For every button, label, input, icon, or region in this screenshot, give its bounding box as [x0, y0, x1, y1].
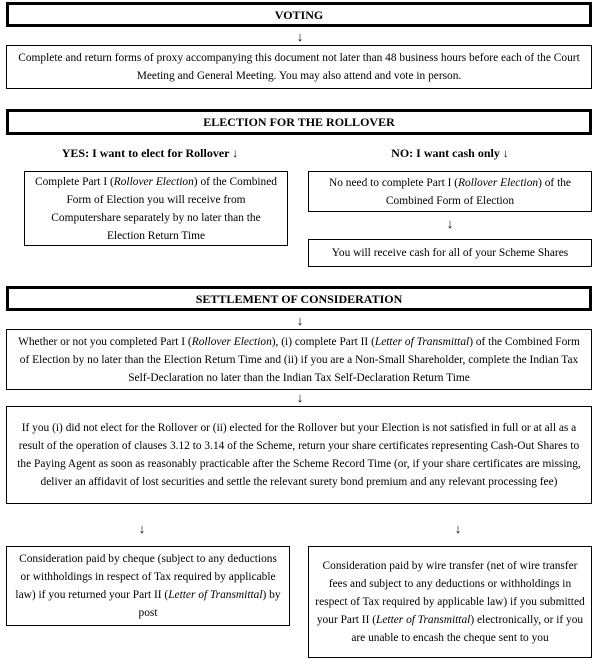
wire-text-1: Consideration paid by wire transfer (net of wire transfer fees and subject to any deductions or withholdings in respect of Tax required by applicable law) if you submitted your Part II ( — [315, 560, 585, 626]
election-title: ELECTION FOR THE ROLLOVER — [203, 115, 395, 129]
cheque-box — [6, 546, 290, 626]
rollover-election-box — [24, 171, 288, 246]
cheque-italic-1: Letter of Transmittal — [168, 589, 263, 601]
no-rollover-box — [308, 171, 592, 212]
down-arrow-icon: ↓ — [296, 313, 304, 328]
no-text-2: ) of the Combined Form of Election — [385, 176, 571, 207]
wire-italic-1: Letter of Transmittal — [376, 614, 471, 626]
wire-text-2: ) electronically, or if you are unable to encash the cheque sent to you — [351, 614, 584, 644]
yes-text-1: Complete Part I ( — [34, 175, 114, 188]
no-italic-1: Rollover Election — [458, 176, 539, 189]
yes-text-2: ) of the Combined Form of Election you will receive from Computershare separately by no later than the Election Return Time — [51, 175, 277, 242]
down-arrow-icon: ↓ — [138, 521, 146, 536]
transmittal-box — [6, 329, 592, 390]
down-arrow-icon: ↓ — [446, 216, 454, 231]
down-arrow-icon: ↓ — [296, 29, 304, 44]
cash-box — [308, 239, 592, 267]
voting-title: VOTING — [274, 7, 324, 22]
voting-header — [6, 2, 592, 27]
wire-box — [308, 546, 592, 658]
settlement-header — [6, 286, 592, 311]
settle1-text-1: Whether or not you completed Part I ( — [18, 335, 192, 348]
no-text-1: No need to complete Part I ( — [329, 176, 459, 189]
yes-italic-1: Rollover Election — [113, 175, 194, 188]
certificates-text: If you (i) did not elect for the Rollover or (ii) elected for the Rollover but your Election is not satisfied in full or at all as a result of the operation of clauses 3.12 to 3.14 of the Scheme, return your share certificates representing Cash-Out Shares to the Paying Agent as soon as reasonably practicable after the Scheme Record Time (or, if your share certificates are missing, deliver an affidavit of lost securities and settle the relevant surety bond premium and any relevant processing fee) — [17, 422, 581, 488]
settle1-italic-2: Letter of Transmittal — [374, 335, 470, 348]
voting-text: Complete and return forms of proxy accompanying this document not later than 48 business hours before each of the Court Meeting and General Meeting. You may also attend and vote in person. — [18, 52, 580, 82]
certificates-box — [6, 406, 592, 504]
cheque-text-2: ) by post — [138, 589, 281, 619]
settle1-text-2: ), (i) complete Part II ( — [271, 335, 375, 348]
election-header — [6, 109, 592, 135]
settle1-text-3: ) of the Combined Form of Election by no later than the Election Return Time and (ii) if you are a Non-Small Shareholder, complete the Indian Tax Self-Declaration no later than the Indian Tax Self-Declaration Return Time — [19, 335, 580, 384]
no-label: NO: I want cash only ↓ — [391, 146, 509, 160]
down-arrow-icon: ↓ — [296, 390, 304, 405]
cheque-text-1: Consideration paid by cheque (subject to any deductions or withholdings in respect of Tax required by applicable law) if you returned your Part II ( — [15, 553, 277, 601]
yes-label: YES: I want to elect for Rollover ↓ — [61, 146, 239, 160]
cash-text: You will receive cash for all of your Scheme Shares — [331, 247, 569, 259]
settle1-italic-1: Rollover Election — [191, 335, 272, 348]
settlement-title: SETTLEMENT OF CONSIDERATION — [195, 291, 403, 306]
voting-instructions — [6, 45, 592, 89]
down-arrow-icon: ↓ — [454, 521, 462, 536]
